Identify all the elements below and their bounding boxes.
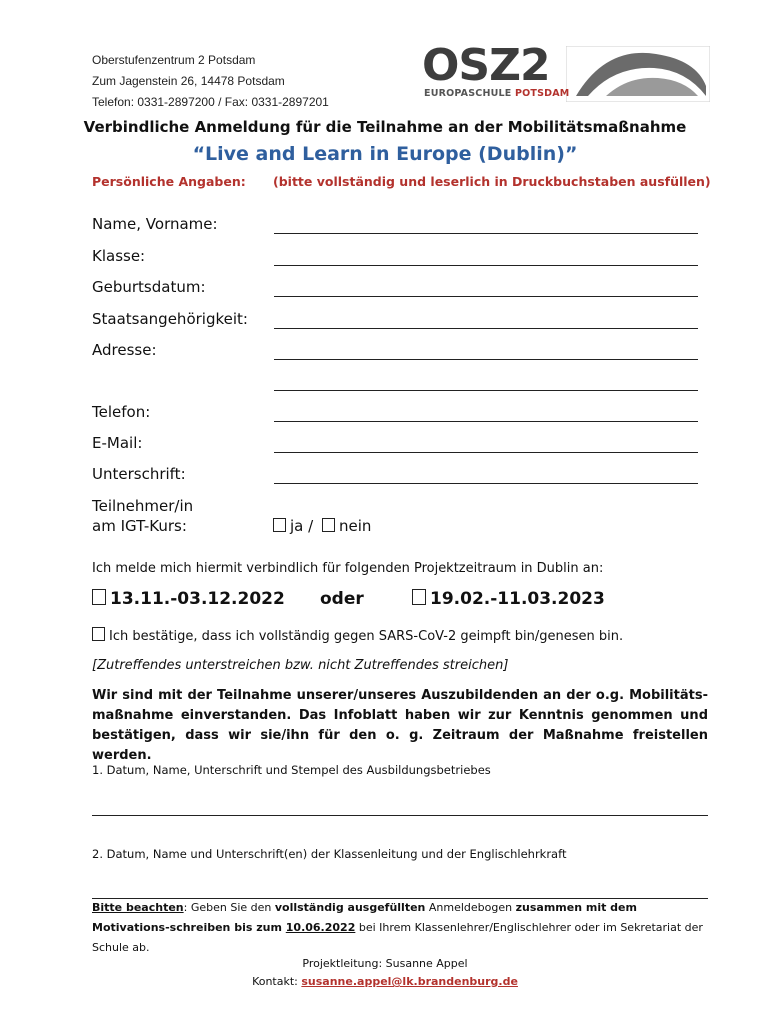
note-label: Bitte beachten xyxy=(92,901,184,914)
period-1-checkbox[interactable] xyxy=(92,589,106,605)
note-text-3: bei Ihrem Klassenlehrer/Englischlehrer oder im Sekretariat der Schule ab. xyxy=(92,921,703,954)
submission-note xyxy=(92,898,708,958)
footer-contact-label: Kontakt: xyxy=(252,975,302,988)
signature-teacher-label: 2. Datum, Name und Unterschrift(en) der Klassenleitung und der Englischlehrkraft xyxy=(92,847,567,861)
period-2-label: 19.02.-11.03.2023 xyxy=(430,589,605,609)
section-instruction: (bitte vollständig und leserlich in Druckbuchstaben ausfüllen) xyxy=(273,174,711,189)
note-bold-2: zusammen mit dem Motivations-schreiben bis zum xyxy=(92,901,637,934)
field-label: Name, Vorname: xyxy=(92,215,218,233)
logo-swoosh-icon xyxy=(566,46,710,102)
field-label: E-Mail: xyxy=(92,434,143,452)
field-input-line[interactable] xyxy=(274,359,698,360)
field-input-line[interactable] xyxy=(274,483,698,484)
field-input-line[interactable] xyxy=(274,421,698,422)
igt-no-checkbox[interactable] xyxy=(322,518,335,532)
logo-sub-europaschule: EUROPASCHULE xyxy=(424,88,512,99)
school-address: Zum Jagenstein 26, 14478 Potsdam xyxy=(92,74,285,88)
field-label: Adresse: xyxy=(92,341,157,359)
field-label: Telefon: xyxy=(92,403,151,421)
field-input-line[interactable] xyxy=(274,452,698,453)
period-option-1 xyxy=(92,589,285,609)
footer-project-lead: Projektleitung: Susanne Appel xyxy=(302,957,468,970)
igt-yes-checkbox[interactable] xyxy=(273,518,286,532)
vaccination-statement xyxy=(92,627,623,644)
period-or: oder xyxy=(320,589,364,609)
field-input-line[interactable] xyxy=(274,265,698,266)
school-logo xyxy=(420,40,710,104)
igt-yes-label: ja / xyxy=(290,517,314,535)
period-option-2 xyxy=(412,589,605,609)
field-label: Unterschrift: xyxy=(92,465,186,483)
form-subtitle: “Live and Learn in Europe (Dublin)” xyxy=(192,143,578,165)
logo-subtitle xyxy=(424,88,569,99)
vaccination-text: Ich bestätige, dass ich vollständig gegen SARS-CoV-2 geimpft bin/genesen bin. xyxy=(109,629,624,644)
consent-paragraph: Wir sind mit der Teilnahme unserer/unseres Auszubildenden an der o.g. Mobilitätsmaßnahme einverstanden. Das Infoblatt haben wir zur Kenntnis genommen und bestätigen, dass wir sie/ihn für den o. g. Zeitraum der Maßnahme freistellen werden. xyxy=(92,688,708,763)
vaccination-checkbox[interactable] xyxy=(92,627,105,641)
period-1-label: 13.11.-03.12.2022 xyxy=(110,589,285,609)
school-name: Oberstufenzentrum 2 Potsdam xyxy=(92,53,256,67)
period-2-checkbox[interactable] xyxy=(412,589,426,605)
field-input-line[interactable] xyxy=(274,233,698,234)
contact-email-link[interactable]: susanne.appel@lk.brandenburg.de xyxy=(301,975,518,988)
school-phone: Telefon: 0331-2897200 / Fax: 0331-2897201 xyxy=(92,95,329,109)
logo-sub-potsdam: POTSDAM xyxy=(514,88,570,99)
field-label: Staatsangehörigkeit: xyxy=(92,310,248,328)
field-input-line[interactable] xyxy=(274,328,698,329)
section-personal-label: Persönliche Angaben: xyxy=(92,174,246,189)
igt-label-line1: Teilnehmer/in xyxy=(92,497,194,515)
igt-no-label: nein xyxy=(338,517,372,535)
signature-company-label: 1. Datum, Name, Unterschrift und Stempel des Ausbildungsbetriebes xyxy=(92,763,491,777)
igt-label-line2: am IGT-Kurs: xyxy=(92,517,187,535)
note-text-1: : Geben Sie den xyxy=(183,901,275,914)
field-label: Geburtsdatum: xyxy=(92,278,206,296)
form-title: Verbindliche Anmeldung für die Teilnahme an der Mobilitätsmaßnahme xyxy=(83,118,687,136)
period-intro: Ich melde mich hiermit verbindlich für folgenden Projektzeitraum in Dublin an: xyxy=(92,561,604,576)
igt-options xyxy=(273,517,371,535)
field-input-line[interactable] xyxy=(274,390,698,391)
logo-wordmark: OSZ2 xyxy=(422,40,550,91)
field-label: Klasse: xyxy=(92,247,146,265)
note-deadline: 10.06.2022 xyxy=(285,921,356,934)
footer-contact xyxy=(0,971,770,993)
strike-instruction: [Zutreffendes unterstreichen bzw. nicht Zutreffendes streichen] xyxy=(92,658,509,673)
field-input-line[interactable] xyxy=(274,296,698,297)
note-bold-1: vollständig ausgefüllten xyxy=(274,901,426,914)
signature-company-line[interactable] xyxy=(92,815,708,816)
note-text-2: Anmeldebogen xyxy=(425,901,516,914)
